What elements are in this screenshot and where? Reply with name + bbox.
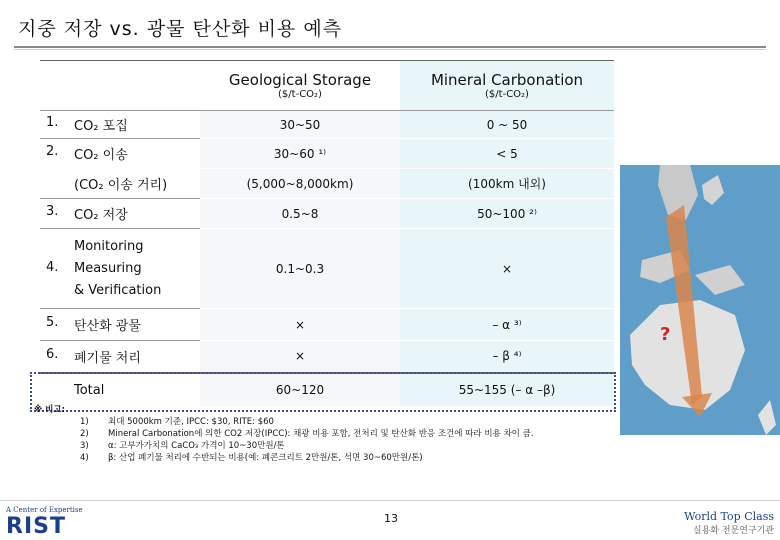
note-number: 4) [80,453,89,463]
note-text: β: 산업 폐기물 처리에 수반되는 비용(예: 폐콘크리트 2만원/톤, 석면 30~60만원/톤) [108,453,423,463]
transport-map [620,165,780,435]
cell-gs: × [200,341,400,373]
header-gs-title: Geological Storage [228,71,372,89]
logo-name: RIST [6,514,66,539]
title-rule [14,46,766,48]
note-text: α: 고부가가치의 CaCO₃ 가격이 10~30만원/톤 [108,441,285,451]
total-label-text: Total [74,382,105,398]
notes [34,404,534,464]
table-row [40,199,614,229]
cost-comparison-table [40,60,614,407]
table-row [40,341,614,373]
logo-tagline: A Center of Expertise [6,506,83,514]
header-blank [40,61,200,111]
notes-heading: ※ 비고: [34,405,66,415]
rist-logo [6,506,83,539]
row-label [40,199,200,229]
note-item [34,452,534,464]
title-rule-light [14,49,766,50]
row-number: 6. [46,346,59,362]
note-item [34,428,534,440]
table-row [40,309,614,341]
table-row [40,169,614,199]
row-label [40,169,200,199]
footer-rule [0,500,780,501]
cell-mc: 0 ~ 50 [400,111,614,139]
header-geological-storage [200,61,400,111]
cell-gs: 0.5~8 [200,199,400,229]
total-mc: 55~155 (– α –β) [400,373,614,407]
row-number: 1. [46,115,59,130]
row-number: 3. [46,204,59,219]
cell-mc: – β ⁴⁾ [400,341,614,373]
cell-gs: 0.1~0.3 [200,229,400,309]
table-row [40,139,614,169]
note-number: 1) [80,417,89,427]
cell-mc: – α ³⁾ [400,309,614,341]
row-number: 4. [46,260,59,275]
cell-mc: (100km 내외) [400,169,614,199]
cell-gs: (5,000~8,000km) [200,169,400,199]
row-label [40,309,200,341]
note-text: 최대 5000km 기준, IPCC: $30, RITE: $60 [108,417,274,427]
note-number: 2) [80,429,89,439]
page-number: 13 [384,512,398,525]
row-number: 5. [46,315,59,330]
row-label-text: 폐기물 처리 [74,350,141,366]
header-gs-unit: ($/t-CO₂) [278,89,322,100]
row-number: 2. [46,144,59,160]
note-text: Mineral Carbonation에 의한 CO2 저장(IPCC): 채광 비용 포함, 전처리 및 탄산화 반응 조건에 따라 비용 차이 큼. [108,429,534,439]
row-label-text: CO₂ 포집 [74,119,128,134]
cell-mc: < 5 [400,139,614,169]
question-mark: ? [660,324,671,345]
cell-gs: 30~60 ¹⁾ [200,139,400,169]
row-label [40,111,200,139]
header-mineral-carbonation [400,61,614,111]
cell-gs: × [200,309,400,341]
header-mc-title: Mineral Carbonation [430,71,584,89]
world-top-class [684,510,774,536]
note-item [34,416,534,428]
row-label-text: CO₂ 저장 [74,208,128,223]
table-row [40,111,614,139]
institute-label: 실용화 전문연구기관 [692,526,774,536]
table-row [40,229,614,309]
page-title: 지중 저장 vs. 광물 탄산화 비용 예측 [18,18,343,40]
header-mc-unit: ($/t-CO₂) [485,89,529,100]
note-item [34,440,534,452]
note-number: 3) [80,441,89,451]
row-label [40,229,200,309]
row-label-text: (CO₂ 이송 거리) [74,177,168,193]
row-label [40,139,200,169]
cell-mc: 50~100 ²⁾ [400,199,614,229]
row-label-text: CO₂ 이송 [74,148,128,164]
world-top-class-text: World Top Class [684,510,774,523]
total-gs: 60~120 [200,373,400,407]
row-label [40,341,200,373]
cell-mc: × [400,229,614,309]
row-label-text: Monitoring Measuring & Verification [74,238,162,298]
cell-gs: 30~50 [200,111,400,139]
row-label-text: 탄산화 광물 [74,319,141,334]
